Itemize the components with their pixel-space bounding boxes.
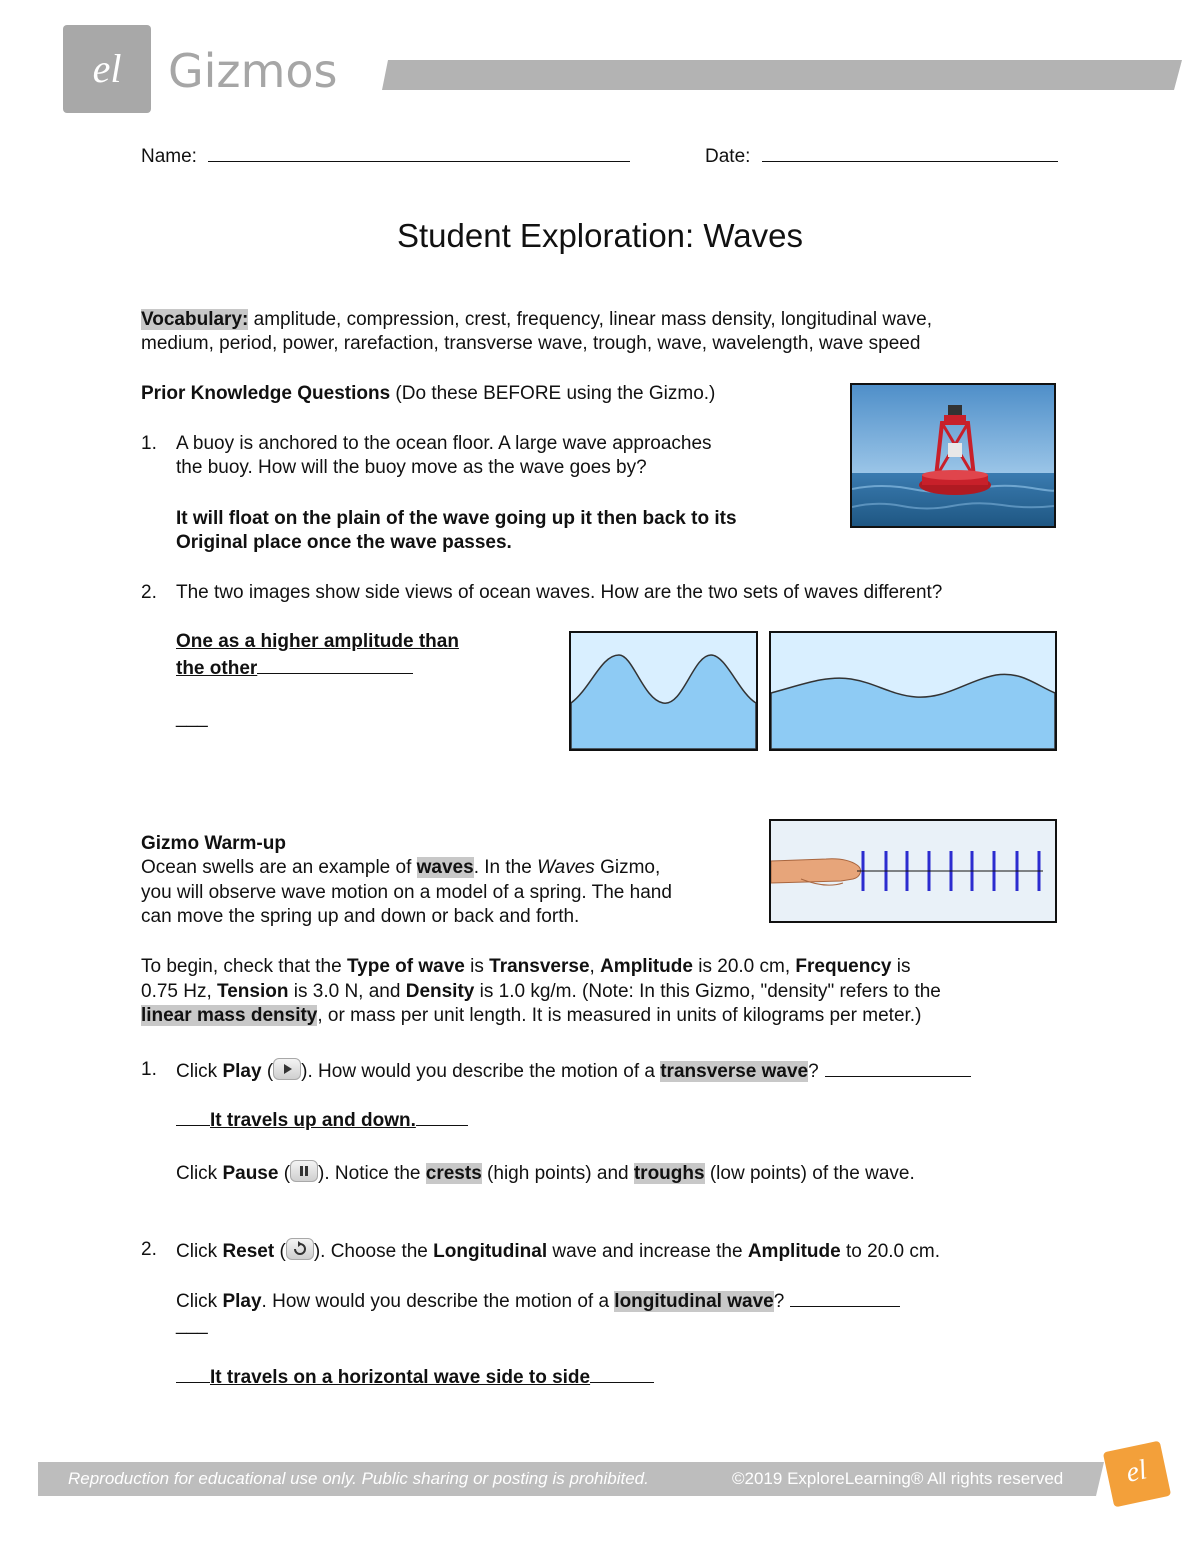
reset-label: Reset <box>222 1241 275 1262</box>
date-label: Date: <box>705 146 751 167</box>
warmup-q1-blank[interactable] <box>825 1058 971 1077</box>
footer-right-text: ©2019 ExploreLearning® All rights reserved <box>732 1469 1064 1488</box>
wave-image-high-amplitude <box>569 631 758 751</box>
warmup-q2-blank[interactable] <box>790 1288 900 1307</box>
setting-frequency: Frequency <box>795 956 892 977</box>
warmup-p2-line-3 <box>141 1004 921 1028</box>
header-logo-box <box>63 25 151 113</box>
warmup-a1-text: It travels up and down. <box>210 1110 416 1131</box>
setting-amplitude: Amplitude <box>600 956 693 977</box>
warmup-q1-line <box>176 1058 971 1084</box>
setting-longitudinal: Longitudinal <box>433 1241 548 1262</box>
prior-a1-line-1: It will float on the plain of the wave going up it then back to its <box>176 508 737 529</box>
prior-q1-line-2: the buoy. How will the buoy move as the wave goes by? <box>176 457 647 478</box>
setting-amplitude-2: Amplitude <box>747 1241 841 1262</box>
prior-heading-text: Prior Knowledge Questions <box>141 383 391 404</box>
play-label: Play <box>222 1061 262 1082</box>
term-crests: crests <box>425 1163 482 1184</box>
warmup-q2p-text-a: Click <box>176 1291 223 1312</box>
warmup-pause-text-d: (high points) and <box>481 1163 634 1184</box>
warmup-pause-text-a: Click <box>176 1163 223 1184</box>
prior-q1-line-1: A buoy is anchored to the ocean floor. A large wave approaches <box>176 433 712 454</box>
warmup-a1-line <box>176 1107 468 1133</box>
warmup-q2p-text-b: . How would you describe the motion of a <box>261 1291 615 1312</box>
warmup-p1-text-a: Ocean swells are an example of <box>141 857 417 878</box>
warmup-q2-text-e: to 20.0 cm. <box>840 1241 940 1262</box>
warmup-q2-text-d: wave and increase the <box>547 1241 748 1262</box>
setting-transverse: Transverse <box>489 956 590 977</box>
vocabulary-label: Vocabulary: <box>141 309 249 330</box>
warmup-p1-text-c: Gizmo, <box>594 857 661 878</box>
pause-label: Pause <box>222 1163 279 1184</box>
prior-a2-line-1: One as a higher amplitude than <box>176 631 459 652</box>
term-linear-mass-density: linear mass density <box>141 1005 318 1026</box>
warmup-p1-line-1 <box>141 856 660 880</box>
warmup-p2-line-2 <box>141 980 941 1004</box>
header-brand: Gizmos <box>168 44 338 98</box>
footer-logo <box>1103 1441 1171 1508</box>
warmup-p1-text-b: . In the <box>473 857 538 878</box>
warmup-p2-text-e: is <box>891 956 911 977</box>
term-waves: waves <box>416 857 474 878</box>
warmup-p2-text-b: is <box>464 956 490 977</box>
warmup-p2-text-g: is 3.0 N, and <box>288 981 406 1002</box>
warmup-pause-text-b: ( <box>278 1163 291 1184</box>
prior-q1-number: 1. <box>141 433 157 454</box>
prior-q2-text: The two images show side views of ocean waves. How are the two sets of waves different? <box>176 582 943 603</box>
warmup-q2p-text-c: ? <box>773 1291 785 1312</box>
prior-heading <box>141 382 715 406</box>
warmup-heading: Gizmo Warm-up <box>141 833 286 854</box>
reset-icon[interactable] <box>286 1238 314 1260</box>
warmup-q1-text-a: Click <box>176 1061 223 1082</box>
vocabulary-text-1: amplitude, compression, crest, frequency, linear mass density, longitudinal wave, <box>248 309 932 330</box>
prior-q2-number: 2. <box>141 582 157 603</box>
warmup-p2-text-a: To begin, check that the <box>141 956 347 977</box>
prior-a1-line-2: Original place once the wave passes. <box>176 532 512 553</box>
warmup-q2-number: 2. <box>141 1239 157 1260</box>
warmup-p2-line-1 <box>141 955 910 979</box>
warmup-q2-play-line <box>176 1288 900 1314</box>
wave-image-low-amplitude <box>769 631 1057 751</box>
term-troughs: troughs <box>633 1163 705 1184</box>
warmup-q2-text-a: Click <box>176 1241 223 1262</box>
warmup-pause-text-c: ). Notice the <box>318 1163 426 1184</box>
warmup-p2-text-c: , <box>589 956 601 977</box>
prior-a2-line-2 <box>176 655 413 681</box>
warmup-q1-number: 1. <box>141 1059 157 1080</box>
name-row <box>141 143 630 169</box>
header-bar <box>382 60 1182 90</box>
warmup-q1-text-b: ( <box>261 1061 274 1082</box>
warmup-p2-text-i: , or mass per unit length. It is measured in units of kilograms per meter.) <box>317 1005 922 1026</box>
warmup-pause-line <box>176 1160 915 1186</box>
name-field[interactable] <box>208 143 630 162</box>
warmup-p2-text-d: is 20.0 cm, <box>692 956 796 977</box>
warmup-q1-text-d: ? <box>808 1061 819 1082</box>
warmup-p2-text-h: is 1.0 kg/m. (Note: In this Gizmo, "density" refers to the <box>474 981 941 1002</box>
prior-heading-note: (Do these BEFORE using the Gizmo.) <box>390 383 716 404</box>
warmup-p1-line-2: you will observe wave motion on a model of a spring. The hand <box>141 882 672 903</box>
setting-type-of-wave: Type of wave <box>346 956 465 977</box>
date-field[interactable] <box>762 143 1058 162</box>
date-row <box>705 143 1058 169</box>
buoy-image <box>850 383 1056 528</box>
spring-hand-image <box>769 819 1057 923</box>
warmup-q2-line <box>176 1238 940 1264</box>
name-label: Name: <box>141 146 197 167</box>
warmup-q2-dash: ___ <box>176 1314 208 1335</box>
page-title: Student Exploration: Waves <box>397 217 803 254</box>
pause-icon[interactable] <box>290 1160 318 1182</box>
term-longitudinal-wave: longitudinal wave <box>614 1291 774 1312</box>
warmup-q2-text-c: ). Choose the <box>313 1241 434 1262</box>
setting-tension: Tension <box>217 981 289 1002</box>
vocabulary-line-2: medium, period, power, rarefaction, transverse wave, trough, wave, wavelength, wave speed <box>141 333 921 354</box>
setting-density: Density <box>405 981 475 1002</box>
warmup-p2-text-f: 0.75 Hz, <box>141 981 218 1002</box>
play-icon[interactable] <box>273 1058 301 1080</box>
warmup-p1-line-3: can move the spring up and down or back and forth. <box>141 906 580 927</box>
prior-a2-line-3: ___ <box>176 707 208 728</box>
logo-text: el <box>92 46 122 91</box>
warmup-a2-text: It travels on a horizontal wave side to side <box>210 1367 591 1388</box>
vocabulary-line-1 <box>141 308 932 332</box>
warmup-p1-italic: Waves <box>537 857 595 878</box>
warmup-a2-line <box>176 1364 654 1390</box>
warmup-q2-text-b: ( <box>274 1241 286 1262</box>
warmup-q1-text-c: ). How would you describe the motion of a <box>301 1061 661 1082</box>
term-transverse-wave: transverse wave <box>660 1061 809 1082</box>
warmup-pause-text-e: (low points) of the wave. <box>704 1163 915 1184</box>
prior-a2-line-2-text: the other <box>176 658 258 679</box>
footer-left-text: Reproduction for educational use only. Public sharing or posting is prohibited. <box>68 1469 649 1488</box>
footer-logo-text: el <box>1123 1454 1150 1489</box>
play-label-2: Play <box>222 1291 262 1312</box>
